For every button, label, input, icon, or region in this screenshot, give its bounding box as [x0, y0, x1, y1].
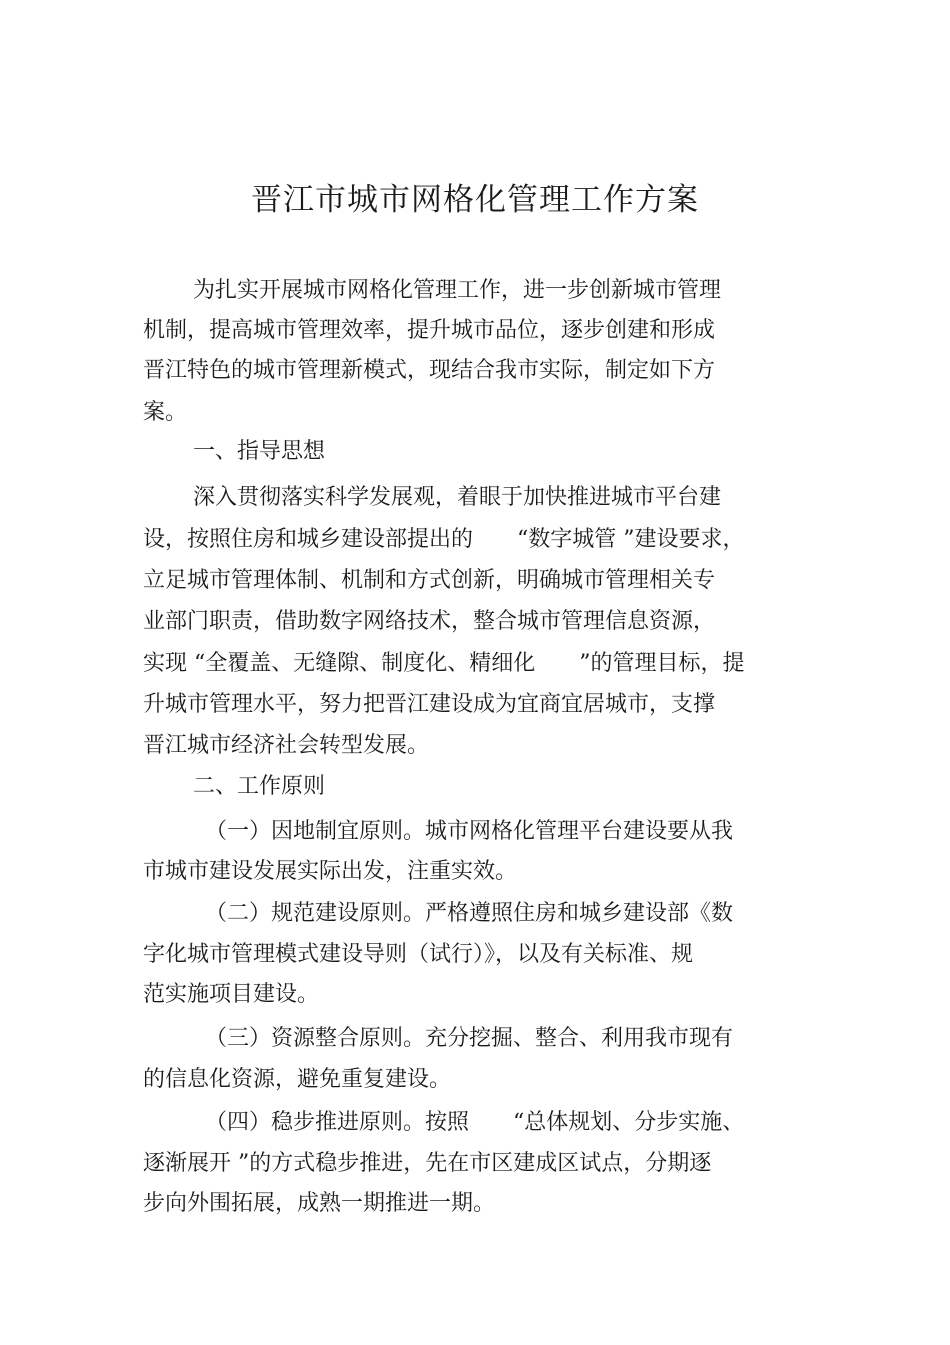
paragraph-line: 案。	[143, 400, 188, 425]
paragraph-line: 晋江城市经济社会转型发展。	[143, 733, 430, 758]
paragraph-line: （一）因地制宜原则。城市网格化管理平台建设要从我	[205, 819, 734, 844]
paragraph-line: 业部门职责，借助数字网络技术，整合城市管理信息资源，	[143, 609, 716, 634]
paragraph-line: 设，按照住房和城乡建设部提出的 “数字城管 ”建设要求，	[143, 527, 745, 552]
paragraph-line: 为扎实开展城市网格化管理工作，进一步创新城市管理	[193, 278, 722, 303]
paragraph-line: 升城市管理水平，努力把晋江建设成为宜商宜居城市，支撑	[143, 692, 716, 717]
section-heading: 二、工作原则	[193, 774, 326, 799]
paragraph-line: 逐渐展开 ”的方式稳步推进，先在市区建成区试点，分期逐	[143, 1151, 712, 1176]
paragraph-line: 范实施项目建设。	[143, 982, 320, 1007]
paragraph-line: 实现 “全覆盖、无缝隙、制度化、精细化 ”的管理目标，提	[143, 651, 745, 676]
paragraph-line: 的信息化资源，避免重复建设。	[143, 1067, 452, 1092]
paragraph-line: （四）稳步推进原则。按照 “总体规划、分步实施、	[205, 1110, 745, 1135]
paragraph-line: 立足城市管理体制、机制和方式创新，明确城市管理相关专	[143, 568, 716, 593]
paragraph-line: 深入贯彻落实科学发展观，着眼于加快推进城市平台建	[193, 485, 722, 510]
paragraph-line: 字化城市管理模式建设导则（试行）》，以及有关标准、规	[143, 942, 694, 967]
paragraph-line: （三）资源整合原则。充分挖掘、整合、利用我市现有	[205, 1026, 734, 1051]
paragraph-line: 市城市建设发展实际出发，注重实效。	[143, 859, 518, 884]
paragraph-line: 晋江特色的城市管理新模式，现结合我市实际，制定如下方	[143, 358, 716, 383]
document-title: 晋江市城市网格化管理工作方案	[251, 182, 699, 218]
paragraph-line: 机制，提高城市管理效率，提升城市品位，逐步创建和形成	[143, 318, 716, 343]
section-heading: 一、指导思想	[193, 439, 326, 464]
paragraph-line: 步向外围拓展，成熟一期推进一期。	[143, 1191, 496, 1216]
paragraph-line: （二）规范建设原则。严格遵照住房和城乡建设部《数	[205, 901, 734, 926]
